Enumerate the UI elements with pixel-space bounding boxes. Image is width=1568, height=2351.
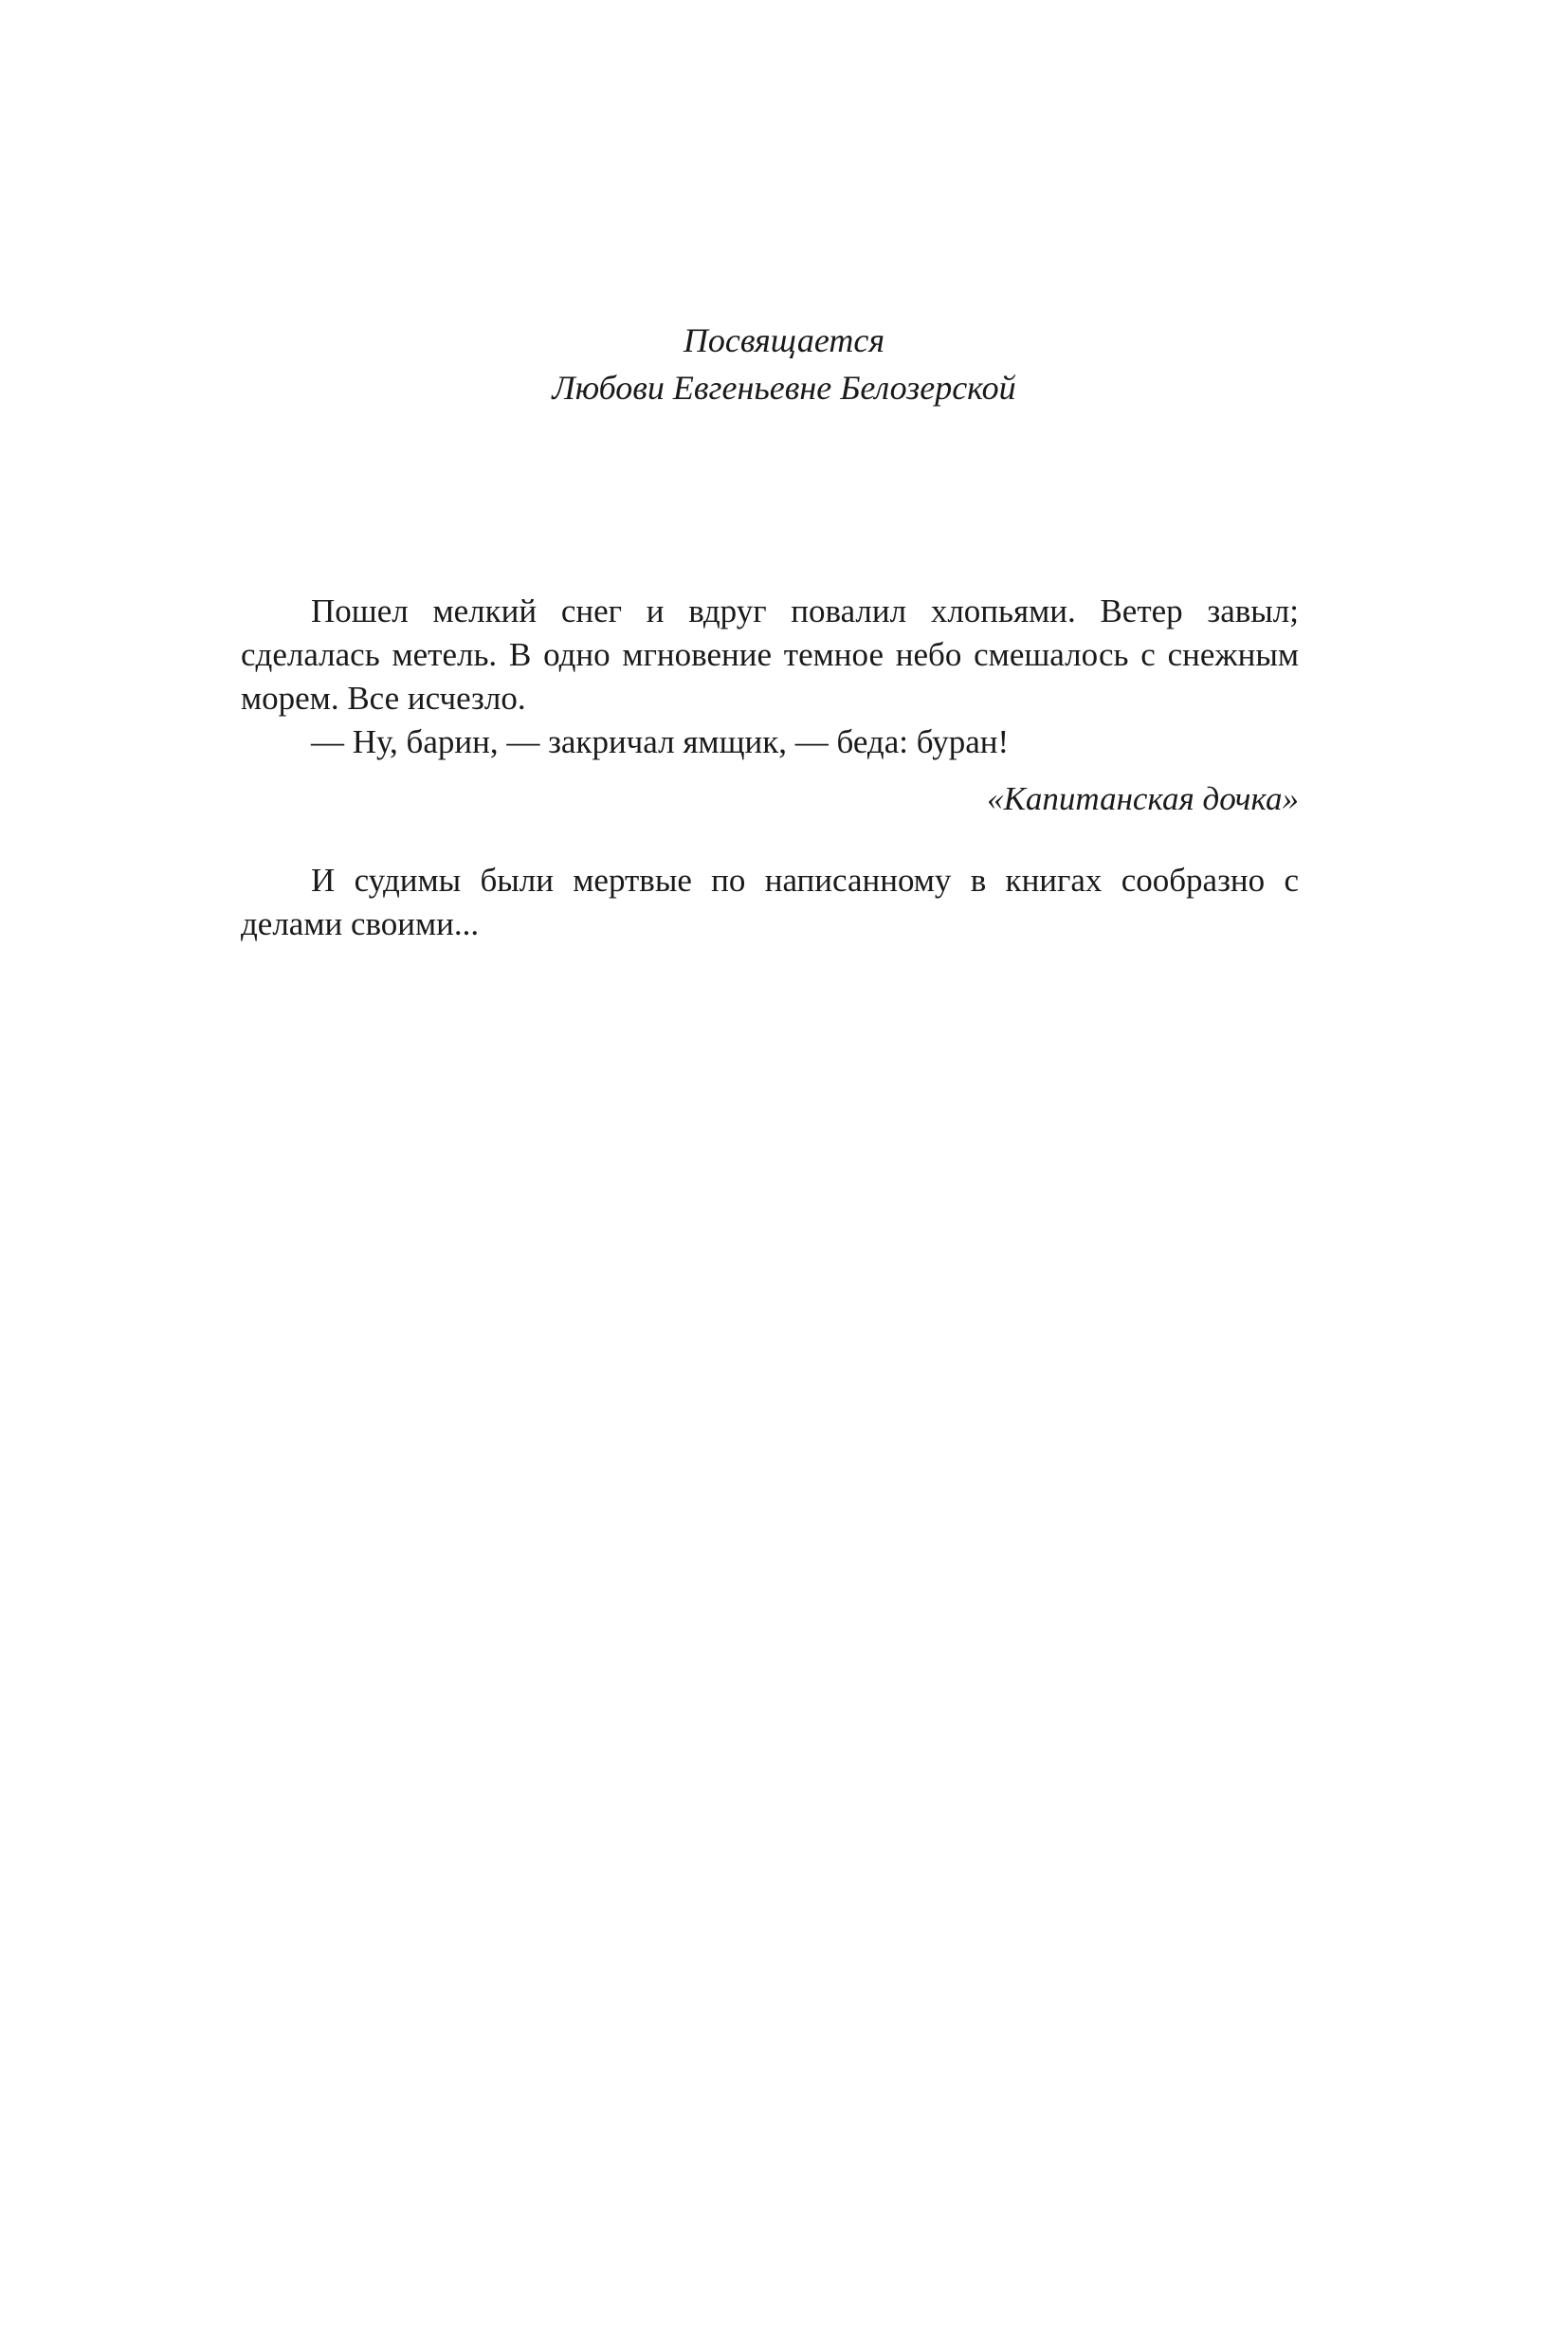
- dedication: [0, 317, 1568, 411]
- epigraph-pushkin: [241, 590, 1299, 821]
- epigraph-revelation: [241, 859, 1299, 946]
- dedication-heading: Посвящается: [683, 321, 885, 359]
- epigraph-two-paragraph: И судимы были мертвые по написанному в книгах сообразно с делами своими...: [241, 862, 1299, 942]
- epigraph-dialogue: — Ну, барин, — закричал ямщик, — беда: буран!: [311, 723, 1010, 760]
- dedication-recipient: Любови Евгеньевне Белозерской: [552, 369, 1016, 407]
- epigraph-source: «Капитанская дочка»: [987, 780, 1299, 817]
- epigraph-paragraph: Пошел мелкий снег и вдруг повалил хлопьями. Ветер завыл; сделалась метель. В одно мгновение темное небо смешалось с снежным морем. Все исчезло.: [241, 592, 1299, 717]
